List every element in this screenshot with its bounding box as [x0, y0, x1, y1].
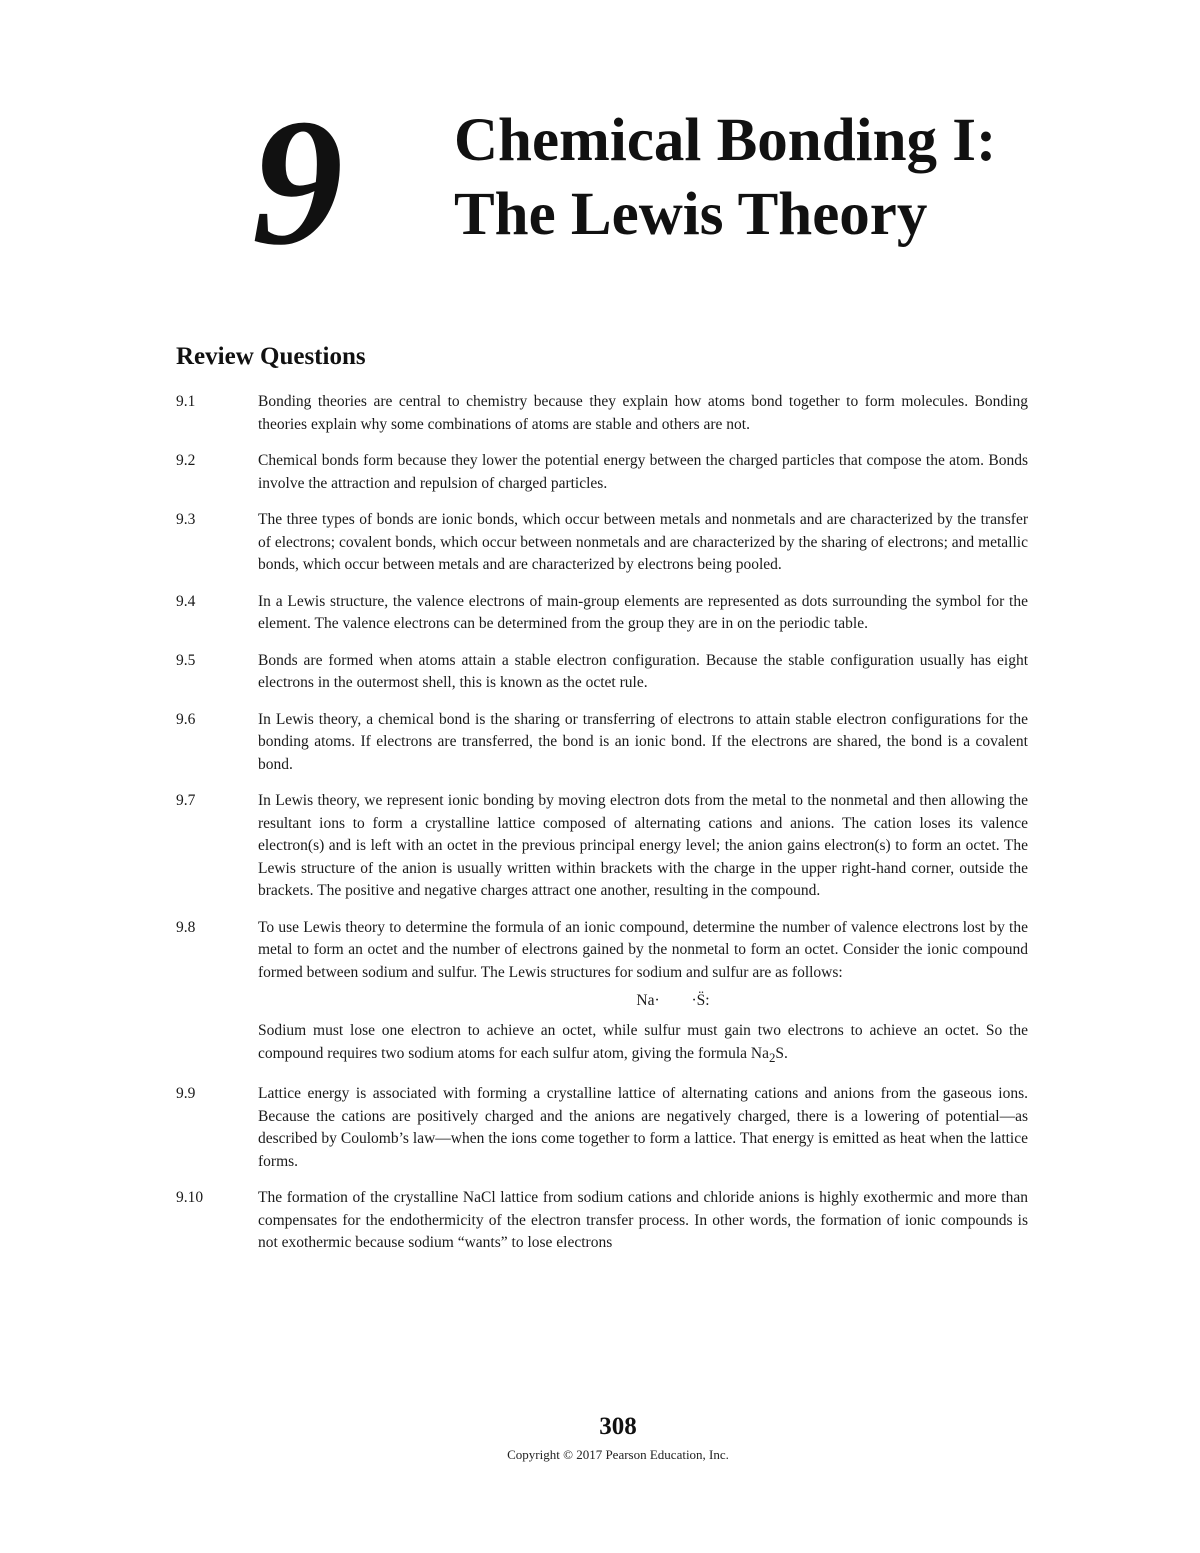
question-9-8	[176, 917, 1028, 1070]
question-9-2	[176, 450, 1028, 495]
question-text: Bonding theories are central to chemistry because they explain how atoms bond together to form molecules. Bonding theories explain why some combinations of atoms are stable and others are not.	[258, 393, 1028, 433]
question-text: Lattice energy is associated with forming a crystalline lattice of alternating cations and anions from the gaseous ions. Because the cations are positively charged and the anions are negatively charged, there is a lowering of potential—as described by Coulomb’s law—when the ions come together to form a lattice. That energy is emitted as heat when the lattice forms.	[258, 1085, 1028, 1170]
question-number: 9.6	[176, 710, 196, 728]
page-number: 308	[599, 1413, 637, 1440]
question-text: The three types of bonds are ionic bonds, which occur between metals and nonmetals and are characterized by the transfer of electrons; covalent bonds, which occur between nonmetals and are characterized by the sharing of electrons; and metallic bonds, which occur between metals and are characterized by electrons being pooled.	[258, 511, 1028, 573]
question-number: 9.1	[176, 393, 196, 410]
question-9-9	[176, 1083, 1028, 1173]
lewis-structures	[258, 990, 1028, 1012]
copyright-notice: Copyright © 2017 Pearson Education, Inc.	[507, 1447, 729, 1462]
question-number: 9.10	[176, 1189, 204, 1207]
question-text: In Lewis theory, a chemical bond is the sharing or transferring of electrons to attain stable electron configurations for the bonding atoms. If electrons are transferred, the bond is an ionic bond. If the electrons are shared, the bond is a covalent bond.	[258, 710, 1028, 773]
text-segment: S.	[775, 1044, 788, 1062]
chapter-title-line-2: The Lewis Theory	[454, 181, 928, 248]
lewis-structure-sulfur: ·S̈:	[691, 992, 710, 1009]
question-text: In Lewis theory, we represent ionic bonding by moving electron dots from the metal to the nonmetal and then allowing the resultant ions to form a crystalline lattice composed of alternating cations and anions. The cation loses its valence electron(s) and is left with an octet in the previous principal energy level; the anion gains electron(s) to form an octet. The Lewis structure of the anion is usually written within brackets with the charge in the upper right-hand corner, outside the brackets. The positive and negative charges attract one another, resulting in the compound.	[258, 792, 1028, 899]
question-text-continued	[258, 1020, 1028, 1069]
question-9-4	[176, 591, 1028, 636]
question-9-3	[176, 509, 1028, 577]
question-text: Bonds are formed when atoms attain a stable electron configuration. Because the stable configuration usually has eight electrons in the outermost shell, this is known as the octet rule.	[258, 651, 1028, 691]
formula-subscript: 2	[768, 1049, 776, 1065]
question-number: 9.8	[176, 918, 196, 936]
question-9-5	[176, 650, 1028, 695]
question-text: Chemical bonds form because they lower the potential energy between the charged particles that compose the atom. Bonds involve the attraction and repulsion of charged particles.	[258, 452, 1028, 492]
question-text: In a Lewis structure, the valence electrons of main-group elements are represented as dots surrounding the symbol for the element. The valence electrons can be determined from the group they are in on the periodic table.	[258, 592, 1028, 632]
question-body	[258, 917, 1028, 1070]
review-questions-list	[176, 391, 1028, 1269]
chapter-number: 9	[252, 82, 341, 283]
text-segment: Sodium must lose one electron to achieve an octet, while sulfur must gain two electrons to achieve an octet. So the compound requires two sodium atoms for each sulfur atom, giving the formula Na	[258, 1022, 1028, 1062]
chapter-title-line-1: Chemical Bonding I:	[454, 107, 997, 174]
question-number: 9.3	[176, 511, 196, 528]
question-number: 9.7	[176, 792, 196, 809]
section-heading: Review Questions	[176, 343, 366, 370]
question-9-6	[176, 709, 1028, 777]
question-9-1	[176, 391, 1028, 436]
question-number: 9.2	[176, 452, 196, 469]
chapter-title	[454, 104, 996, 252]
question-number: 9.5	[176, 651, 196, 669]
question-text: The formation of the crystalline NaCl lattice from sodium cations and chloride anions is highly exothermic and more than compensates for the endothermicity of the electron transfer process. In other words, the formation of ionic compounds is not exothermic because sodium “wants” to lose electrons	[258, 1189, 1028, 1252]
question-9-10	[176, 1187, 1028, 1255]
lewis-structure-sodium: Na·	[636, 992, 660, 1009]
question-9-7	[176, 790, 1028, 903]
question-number: 9.4	[176, 592, 196, 610]
question-text: To use Lewis theory to determine the formula of an ionic compound, determine the number of valence electrons lost by the metal to form an octet and the number of electrons gained by the nonmetal to form an octet. Consider the ionic compound formed between sodium and sulfur. The Lewis structures for sodium and sulfur are as follows:	[258, 918, 1028, 981]
question-number: 9.9	[176, 1085, 196, 1103]
